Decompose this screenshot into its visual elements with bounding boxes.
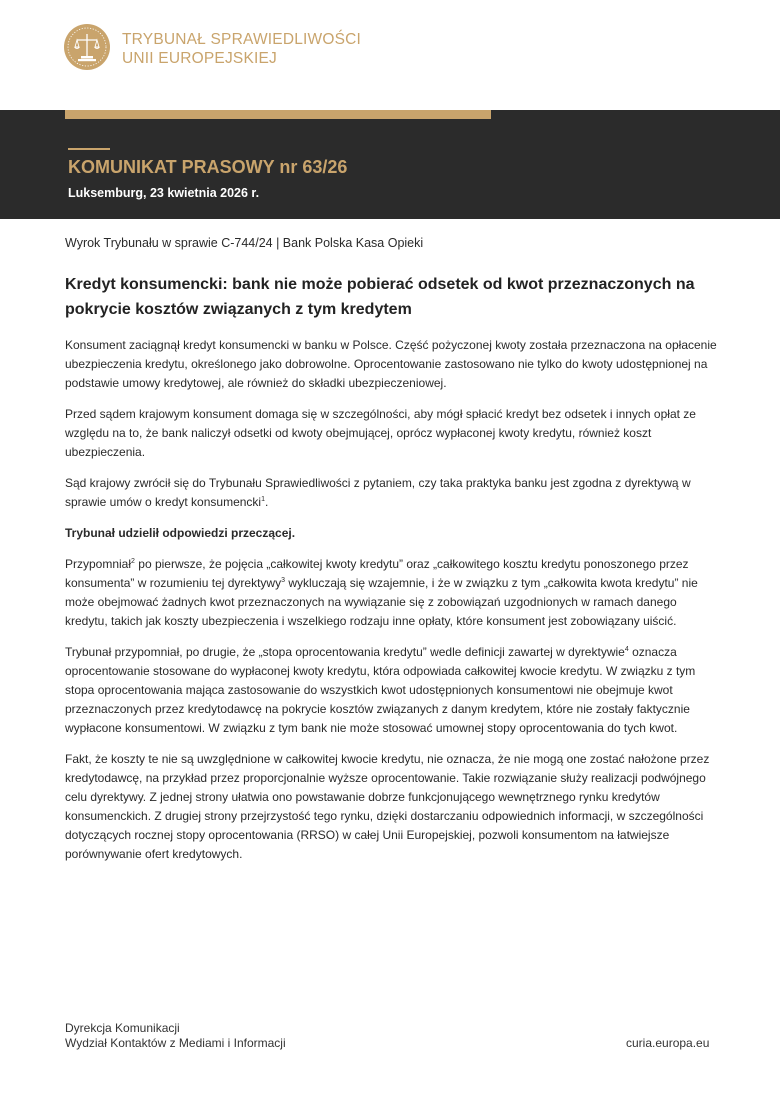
footnote-ref-2: 2 (131, 558, 135, 565)
paragraph-5 (65, 555, 717, 631)
institution-name-line1: TRYBUNAŁ SPRAWIEDLIWOŚCI (122, 31, 362, 48)
footer-website-link[interactable]: curia.europa.eu (626, 1036, 710, 1050)
footnote-ref-1: 1 (261, 496, 265, 503)
institution-name (122, 30, 361, 68)
paragraph-3 (65, 474, 717, 512)
case-reference: Wyrok Trybunału w sprawie C-744/24 | Bank Polska Kasa Opieki (65, 236, 424, 250)
footer-line-2: Wydział Kontaktów z Mediami i Informacji (65, 1036, 286, 1050)
article-headline: Kredyt konsumencki: bank nie może pobierać odsetek od kwot przeznaczonych na pokrycie kosztów związanych z tym kredytem (65, 276, 695, 318)
paragraph-5-part-b: po pierwsze, że pojęcia „całkowitej kwoty kredytu” oraz „całkowitego kosztu kredytu ponoszonego przez konsumenta” w rozumieniu tej dyrektywy (65, 557, 689, 590)
institution-name-line2: UNII EUROPEJSKIEJ (122, 50, 277, 67)
paragraph-7: Fakt, że koszty te nie są uwzględnione w całkowitej kwocie kredytu, nie oznacza, że nie mogą one zostać nałożone przez kredytodawcę, na przykład przez proporcjonalnie wyższe oprocentowanie. Takie rozwiązanie służy realizacji podwójnego celu dyrektywy. Z jednej strony ułatwia ono powstawanie dobrze funkcjonującego wewnętrznego rynku kredytów konsumenckich. Z drugiej strony przejrzystość tego rynku, dzięki dostarczaniu odpowiednich informacji, w szczególności dotyczących rocznej stopy oprocentowania (RRSO) w całej Unii Europejskiej, pozwoli konsumentom na łatwiejsze porównywanie ofert kredytowych. (65, 752, 710, 861)
press-release-title: KOMUNIKAT PRASOWY nr 63/26 (68, 157, 348, 177)
press-release-banner (0, 110, 780, 219)
title-rule (68, 148, 110, 150)
footer-department (65, 1021, 286, 1051)
paragraph-3-end: . (264, 495, 269, 509)
article-body (65, 234, 717, 876)
paragraph-2: Przed sądem krajowym konsument domaga się w szczególności, aby mógł spłacić kredyt bez odsetek i innych opłat ze względu na to, że bank naliczył odsetki od kwoty obejmującej, oprócz wypłaconej kwoty kredytu, również koszt ubezpieczenia. (65, 407, 696, 459)
paragraph-6 (65, 643, 717, 738)
curia-emblem-icon (64, 24, 110, 70)
paragraph-6-part-b: oznacza oprocentowanie stosowane do wypłaconej kwoty kredytu, która odpowiada całkowitej kwocie kredytu. W związku z tym stopa oprocentowania mająca zastosowanie do wszystkich kwot udostępnionych konsumentowi nie obejmuje kwot przeznaczonych przez kredytodawcę na pokrycie kosztów związanych z danym kredytem, które nie zostały faktycznie wypłacone konsumentowi. W związku z tym bank nie może stosować umownej stopy oprocentowania do tych kwot. (65, 645, 696, 735)
press-release-date: Luksemburg, 23 kwietnia 2026 r. (68, 186, 260, 200)
paragraph-6-part-a: Trybunał przypomniał, po drugie, że „stopa oprocentowania kredytu” wedle definicji zawartej w dyrektywie (65, 645, 625, 659)
paragraph-1: Konsument zaciągnął kredyt konsumencki w banku w Polsce. Część pożyczonej kwoty została przeznaczona na opłacenie ubezpieczenia kredytu, określonego jako dobrowolne. Oprocentowanie zastosowano nie tylko do kwoty udostępnionej na podstawie umowy kredytowej, ale również do składki ubezpieczeniowej. (65, 338, 717, 390)
footnote-ref-4: 4 (624, 646, 629, 653)
footnote-ref-3: 3 (281, 577, 285, 584)
paragraph-3-text: Sąd krajowy zwrócił się do Trybunału Sprawiedliwości z pytaniem, czy taka praktyka banku jest zgodna z dyrektywą w sprawie umów o kredyt konsumencki (65, 476, 691, 509)
court-answer: Trybunał udzielił odpowiedzi przeczącej. (65, 526, 296, 540)
gold-accent-bar (65, 110, 491, 119)
paragraph-5-part-a: Przypomniał (65, 557, 132, 571)
document-header (0, 0, 780, 110)
paragraph-5-part-c: wykluczają się wzajemnie, i że w związku z tym „całkowita kwota kredytu” nie może obejmować żadnych kwot przeznaczonych na wywiązanie się z zobowiązań uzgodnionych w ramach danego kredytu, takich jak koszty ubezpieczenia i wszelkiego rodzaju inne opłaty, które konsument jest zobowiązany uiścić. (65, 576, 698, 628)
footer-line-1: Dyrekcja Komunikacji (65, 1021, 180, 1035)
